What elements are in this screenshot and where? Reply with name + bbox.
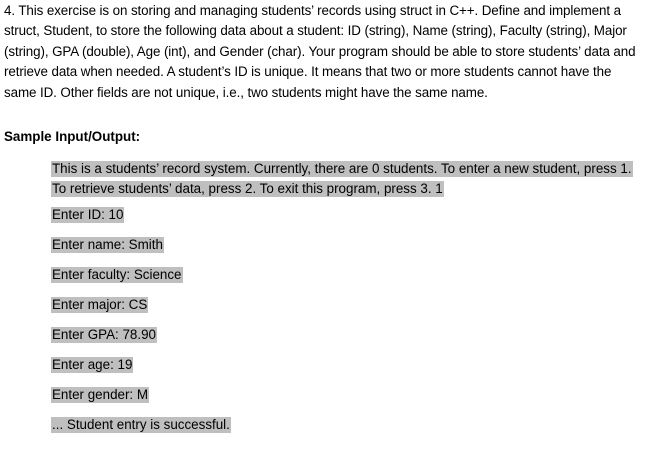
sample-line-success <box>51 416 231 433</box>
sample-line-text: Enter ID: 10 <box>52 207 124 222</box>
sample-line-text: Enter gender: M <box>52 387 149 402</box>
sample-line-major <box>51 296 148 313</box>
sample-line-text: Enter major: CS <box>52 297 148 312</box>
sample-line-gpa <box>51 326 157 343</box>
sample-line-age <box>51 356 133 373</box>
sample-line-id <box>51 206 124 223</box>
sample-line-faculty <box>51 266 183 283</box>
exercise-description: 4. This exercise is on storing and managing students’ records using struct in C++. Define and implement a struct, Student, to store the following data about a student: ID (string), Name (string), Faculty (string), Major (string), GPA (double), Age (int), and Gender (char). Your program should be able to store students’ data and retrieve data when needed. A student’s ID is unique. It means that two or more students cannot have the same ID. Other fields are not unique, i.e., two students might have the same name. <box>4 3 636 100</box>
sample-line-text: Enter faculty: Science <box>52 267 182 282</box>
sample-line-gender <box>51 386 149 403</box>
sample-line-text: Enter name: Smith <box>52 237 163 252</box>
sample-intro-text: This is a students’ record system. Currently, there are 0 students. To enter a new student, press 1. To retrieve students’ data, press 2. To exit this program, press 3. 1 <box>52 161 632 196</box>
sample-line-text: Enter GPA: 78.90 <box>52 327 156 342</box>
sample-intro <box>51 159 636 199</box>
sample-line-name <box>51 236 164 253</box>
sample-heading: Sample Input/Output: <box>4 129 141 144</box>
sample-line-text: Enter age: 19 <box>52 357 133 372</box>
sample-line-text: ... Student entry is successful. <box>52 417 230 432</box>
sample-io-block <box>51 159 636 432</box>
